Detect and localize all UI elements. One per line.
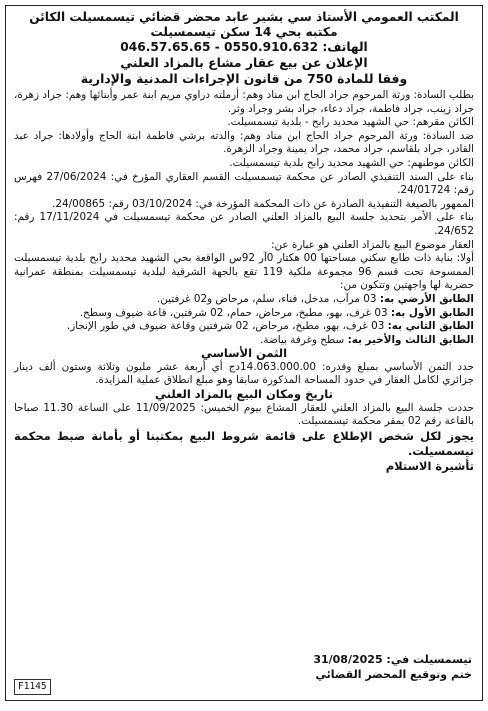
announcement-title: الإعلان عن بيع عقار مشاع بالمزاد العلني: [120, 55, 368, 70]
defendants-address: الكائن موطنهم: حي الشهيد محديد رابح بلدية تيسمسيلت.: [229, 156, 474, 169]
ground-floor-text: 03 مرآب، مدخل، فناء، سلم، مرحاض و02 غرفتين.: [156, 292, 377, 305]
second-floor-label: الطابق الثاني به:: [387, 320, 474, 333]
property-description: أولا: بناية ذات طابع سكني مساحتها 00 هكتار 0آر 92س الواقعة بحي الشهيد محديد رابح بلدية تيسمسيلت الممسوحة تحت قسم 96 مجموعة ملكية 119 تقع بالجهة الشرقية لبلدية تيسمسيلت بمنطقة عمرانية حضرية لها واجهتين وتتكون من:: [14, 252, 475, 292]
enforcement-title-paragraph: بناء على السند التنفيذي الصادر عن محكمة تيسمسيلت القسم العقاري المؤرخ في: 27/06/2024 فهرس رقم: 24/01724.: [14, 170, 474, 197]
receipt-visa: تأشيرة الاستلام: [385, 458, 474, 473]
reference-code: F1145: [14, 679, 51, 695]
price-paragraph: حدد الثمن الأساسي بمبلغ وقدره: 14.063.000.00دج أي أربعة عشر مليون وثلاثة وستون ألف دينار جزائري لكامل العقار في حدود المساحة المذكورة سابقا وهو مبلغ انطلاق عملية المزايدة.: [14, 360, 474, 387]
signature-caption: ختم وتوقيع المحضر القضائي: [315, 668, 472, 681]
third-floor: [14, 334, 474, 348]
price-heading: الثمن الأساسي: [200, 346, 288, 361]
phone-label: الهاتف:: [322, 40, 368, 54]
property-intro: العقار موضوع البيع بالمزاد العلني هو عبارة عن:: [270, 238, 474, 251]
first-floor-text: 03 غرف، بهو، مطبخ، مرحاض، حمام، 02 شرفتين، قاعة ضيوف وسطح.: [79, 306, 388, 319]
second-floor: [14, 320, 474, 334]
announcement-legal-basis: وفقا للمادة 750 من قانون الإجراءات المدنية والإدارية: [80, 71, 408, 86]
third-floor-label: الطابق الثالث والأخير به:: [347, 333, 474, 346]
sale-order-paragraph: بناء على الأمر بتحديد جلسة البيع بالمزاد العلني الصادر عن محكمة تيسمسيلت في 17/11/2024 رقم: 24/652.: [14, 211, 474, 237]
date-paragraph: حددت جلسة البيع بالمزاد العلني للعقار المشاع بيوم الخميس: 11/09/2025 على الساعة 11.30 صباحا بالقاعة رقم 02 بمقر محكمة تيسمسيلت.: [14, 401, 474, 428]
signature-date: تيسمسيلت في: 31/08/2025: [313, 653, 472, 666]
ground-floor: [14, 293, 474, 307]
date-heading: تاريخ ومكان البيع بالمزاد العلني: [155, 387, 333, 402]
defendants-paragraph: ضد السادة: ورثة المرحوم جراد الحاج ابن مناد وهم: والدته برشي فاطمة ابنة الحاج وأولادها: جراد عبد القادر، جراد بلقاسم، جراد محمد، جراد يمينة وجراد الزهرة.: [14, 129, 474, 156]
requesters-address: الكائن مقرهم: حي الشهيد محديد رابح - بلدية تيسمسيلت.: [227, 116, 474, 129]
first-floor-label: الطابق الأول به:: [390, 306, 474, 319]
third-floor-text: سطح وغرفة بياضة.: [260, 333, 345, 346]
office-header-line1: المكتب العمومي الأستاذ سي بشير عابد محضر قضائي تيسمسيلت الكائن: [29, 10, 459, 24]
requesters-paragraph: بطلب السادة: ورثة المرحوم جراد الحاج ابن مناد وهم: أرملته دراوي مريم ابنة عمر وأبنائها وهم: جراد زهرة، جراد زينب، جراد فاطمة، جراد دعاء، جراد بشر وجراد وثر.: [14, 89, 474, 115]
inspection-notice: يجوز لكل شخص الإطلاع على قائمة شروط البيع بمكتبنا أو بأمانة ضبط محكمة تيسمسيلت.: [14, 428, 474, 458]
first-floor: [14, 307, 474, 321]
phone-numbers: 046.57.65.65 - 0550.910.632: [120, 40, 319, 54]
signature-block: [313, 652, 472, 682]
announcement-page: [5, 5, 483, 701]
office-phones: [14, 40, 474, 55]
second-floor-text: 03 غرف، بهو، مطبخ، مرحاض، 02 شرفتين وقاعة ضيوف في طور الإنجاز.: [66, 320, 385, 333]
ground-floor-label: الطابق الأرضي به:: [379, 292, 474, 305]
office-header-line2: مكتبه بحي 14 سكن تيسمسيلت: [150, 25, 338, 39]
enforcement-formula-paragraph: الممهور بالصيغة التنفيذية الصادرة عن ذات المحكمة المؤرخة في: 03/10/2024 رقم: 24/00865.: [52, 197, 474, 210]
